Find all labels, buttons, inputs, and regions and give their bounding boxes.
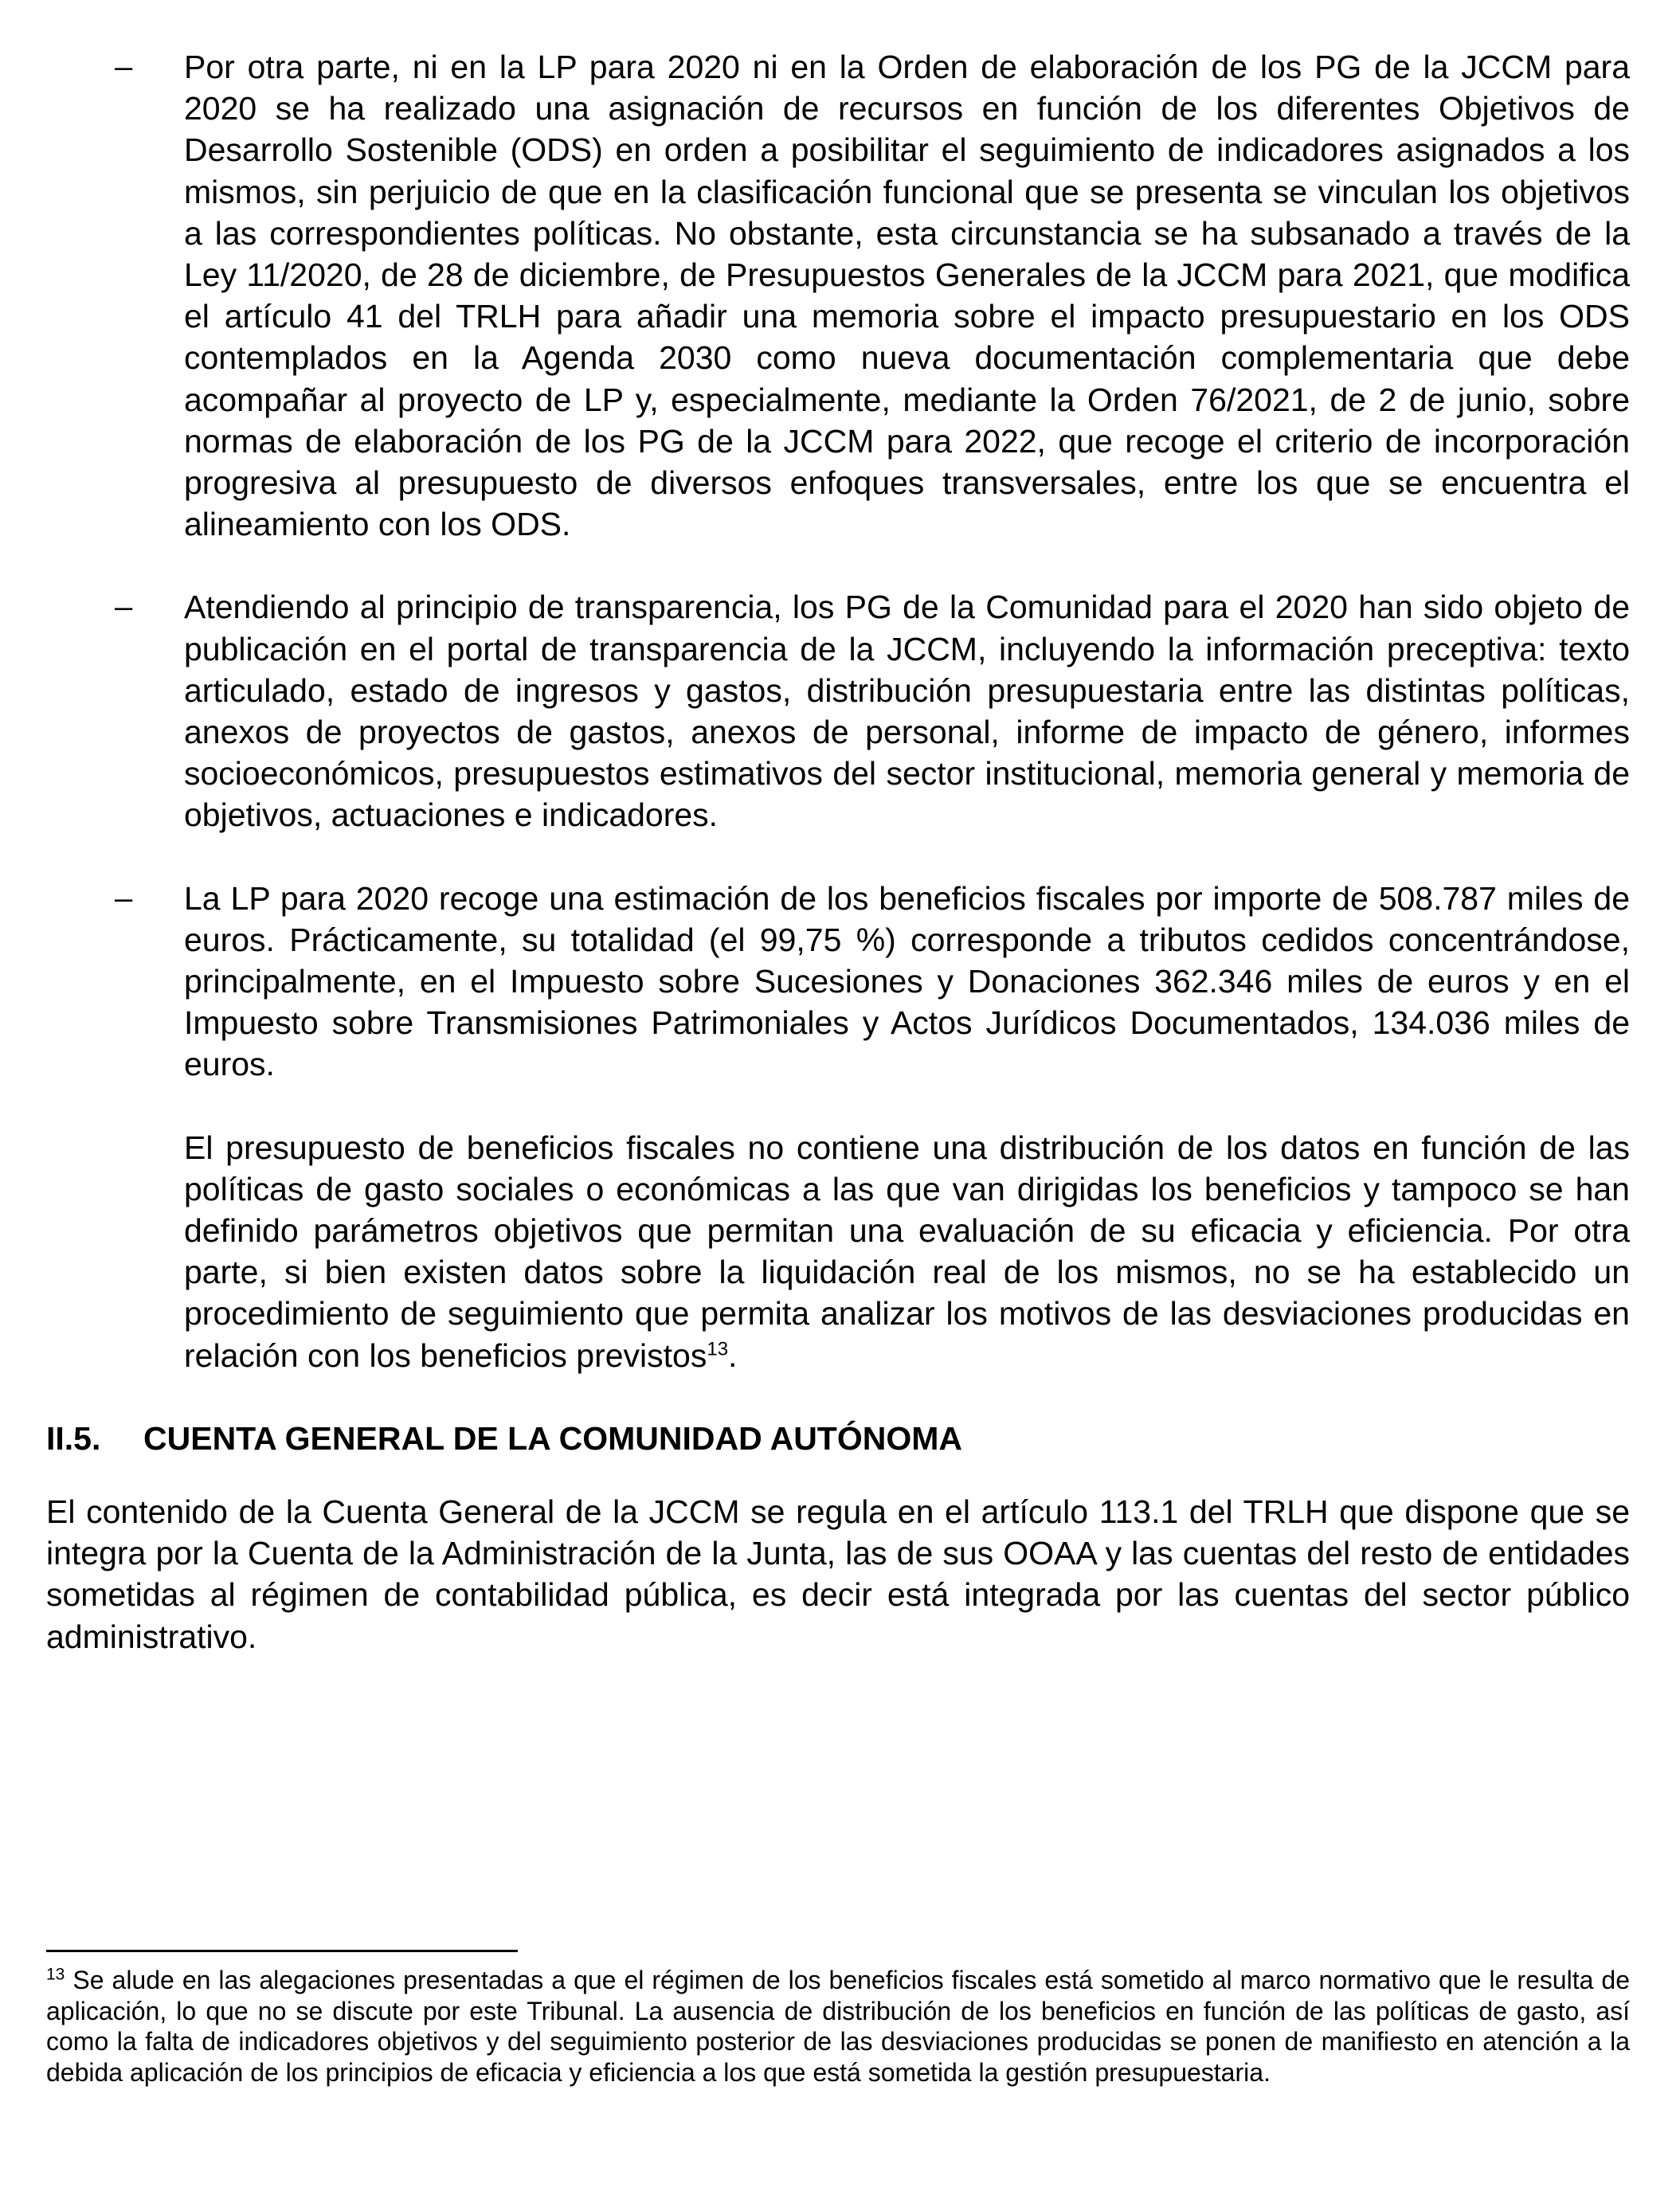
paragraph-beneficios-distribucion-text: El presupuesto de beneficios fiscales no contiene una distribución de los datos en función de las políticas de gasto sociales o económicas a las que van dirigidas los beneficios y tampoco se han definido parámetros objetivos que permitan una evaluación de su eficacia y eficiencia. Por otra parte, si bien existen datos sobre la liquidación real de los mismos, no se ha establecido un procedimiento de seguimiento que permita analizar los motivos de las desviaciones producidas en relación con los beneficios previstos — [184, 1129, 1630, 1374]
list-item-beneficios-fiscales — [46, 878, 1630, 1376]
dash-bullet: – — [115, 49, 133, 84]
footnote — [46, 1965, 1630, 2088]
dash-bullet: – — [115, 880, 133, 916]
list-item-ods — [46, 46, 1630, 545]
footnote-separator — [46, 1950, 518, 1952]
section-body-paragraph: El contenido de la Cuenta General de la JCCM se regula en el artículo 113.1 del TRLH que dispone que se integra por la Cuenta de la Administración de la Junta, las de sus OOAA y las cuentas del resto de entidades sometidas al régimen de contabilidad pública, es decir está integrada por las cuentas del sector público administrativo. — [46, 1493, 1630, 1655]
list-item-transparencia — [46, 586, 1630, 835]
section-heading — [46, 1418, 1630, 1459]
document-page — [46, 46, 1630, 1657]
paragraph-beneficios-estimacion: La LP para 2020 recoge una estimación de los beneficios fiscales por importe de 508.787 miles de euros. Prácticamente, su totalidad (el 99,75 %) corresponde a tributos cedidos concentrándose, principalmente, en el Impuesto sobre Sucesiones y Donaciones 362.346 miles de euros y en el Impuesto sobre Transmisiones Patrimoniales y Actos Jurídicos Documentados, 134.036 miles de euros. — [184, 879, 1630, 1083]
footnote-number: 13 — [46, 1965, 65, 1984]
paragraph-ods: Por otra parte, ni en la LP para 2020 ni en la Orden de elaboración de los PG de la JCCM para 2020 se ha realizado una asignación de recursos en función de los diferentes Objetivos de Desarrollo Sostenible (ODS) en orden a posibilitar el seguimiento de indicadores asignados a los mismos, sin perjuicio de que en la clasificación funcional que se presenta se vinculan los objetivos a las correspondientes políticas. No obstante, esta circunstancia se ha subsanado a través de la Ley 11/2020, de 28 de diciembre, de Presupuestos Generales de la JCCM para 2021, que modifica el artículo 41 del TRLH para añadir una memoria sobre el impacto presupuestario en los ODS contemplados en la Agenda 2030 como nueva documentación complementaria que debe acompañar al proyecto de LP y, especialmente, mediante la Orden 76/2021, de 2 de junio, sobre normas de elaboración de los PG de la JCCM para 2022, que recoge el criterio de incorporación progresiva al presupuesto de diversos enfoques transversales, entre los que se encuentra el alineamiento con los ODS. — [184, 49, 1630, 543]
paragraph-end-period: . — [728, 1336, 738, 1374]
footnote-reference[interactable]: 13 — [707, 1338, 729, 1360]
dash-bullet: – — [115, 589, 133, 625]
section-title: CUENTA GENERAL DE LA COMUNIDAD AUTÓNOMA — [143, 1419, 963, 1457]
footnote-text: Se alude en las alegaciones presentadas a que el régimen de los beneficios fiscales está sometido al marco normativo que le resulta de aplicación, lo que no se discute por este Tribunal. La ausencia de distribución de los beneficios en función de las políticas de gasto, así como la falta de indicadores objetivos y del seguimiento posterior de las desviaciones producidas se ponen de manifiesto en atención a la debida aplicación de los principios de eficacia y eficiencia a los que está sometida la gestión presupuestaria. — [46, 1966, 1630, 2087]
section-number: II.5. — [46, 1419, 101, 1457]
paragraph-beneficios-distribucion — [184, 1127, 1630, 1376]
paragraph-transparencia: Atendiendo al principio de transparencia, los PG de la Comunidad para el 2020 han sido objeto de publicación en el portal de transparencia de la JCCM, incluyendo la información preceptiva: texto articulado, estado de ingresos y gastos, distribución presupuestaria entre las distintas políticas, anexos de proyectos de gastos, anexos de personal, informe de impacto de género, informes socioeconómicos, presupuestos estimativos del sector institucional, memoria general y memoria de objetivos, actuaciones e indicadores. — [184, 589, 1630, 834]
